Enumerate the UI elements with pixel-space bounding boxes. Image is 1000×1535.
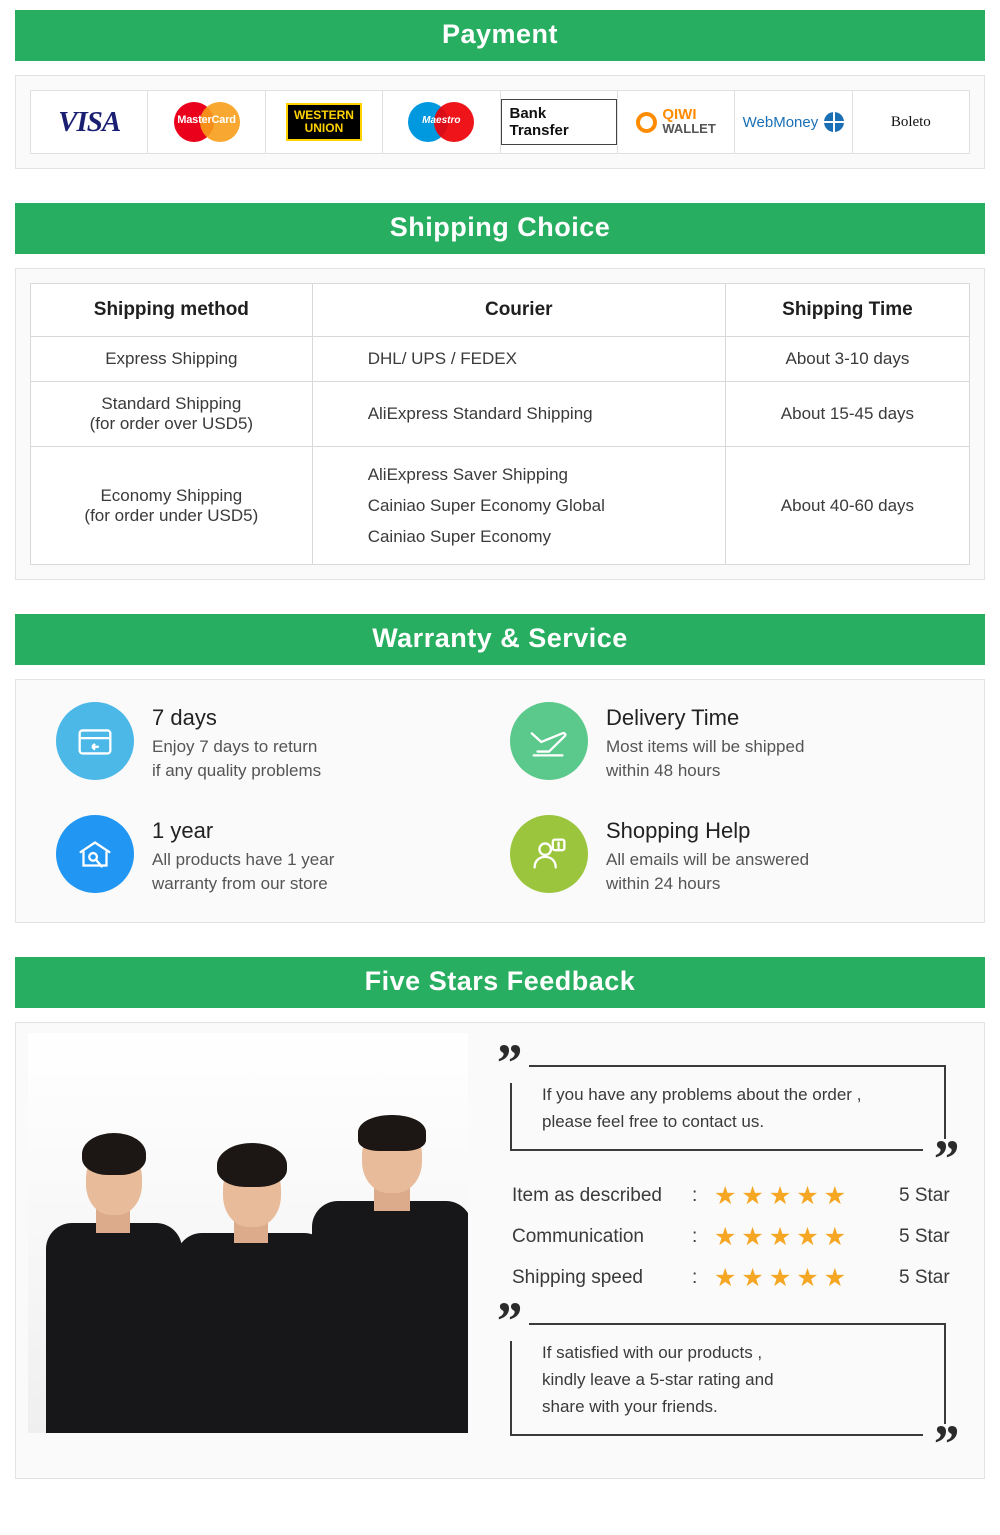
- rating-colon-item: :: [692, 1185, 698, 1206]
- quote-mark-close-icon: ”: [923, 1139, 966, 1179]
- cell-method-economy: [31, 447, 313, 565]
- cell-method-express: Express Shipping: [31, 337, 313, 382]
- boleto-label: Boleto: [890, 114, 931, 130]
- qiwi-dot-icon: [636, 112, 657, 133]
- western-union-icon: [286, 103, 362, 141]
- warranty-desc-return-2: if any quality problems: [152, 761, 322, 780]
- cell-method-economy-sub: (for order under USD5): [84, 505, 259, 525]
- quote-top-line1: If you have any problems about the order ,: [542, 1085, 862, 1104]
- feedback-section-title: Five Stars Feedback: [15, 957, 985, 1008]
- return-box-icon: [56, 702, 134, 780]
- warranty-grid: [16, 680, 984, 922]
- cell-time-standard: About 15-45 days: [725, 382, 969, 447]
- warranty-desc-oneyear-1: All products have 1 year: [152, 850, 335, 869]
- table-header-courier: Courier: [312, 284, 725, 337]
- cell-courier-economy: [312, 447, 725, 565]
- rating-label-communication: Communication: [512, 1226, 644, 1247]
- feedback-content: [16, 1023, 984, 1478]
- maestro-label: Maestro: [422, 115, 461, 126]
- globe-icon: [824, 112, 844, 132]
- rating-value-shipping: 5 Star: [899, 1267, 950, 1288]
- warranty-desc-delivery-1: Most items will be shipped: [606, 737, 805, 756]
- payment-logo-visa: [31, 91, 148, 153]
- quote-bottom-line3: share with your friends.: [542, 1397, 718, 1416]
- warranty-desc-return-1: Enjoy 7 days to return: [152, 737, 318, 756]
- rating-value-item: 5 Star: [899, 1185, 950, 1206]
- table-header-method: Shipping method: [31, 284, 313, 337]
- qiwi-line1: QIWI: [662, 106, 697, 123]
- cell-courier-standard: AliExpress Standard Shipping: [312, 382, 725, 447]
- courier-economy-line3: Cainiao Super Economy: [367, 527, 552, 546]
- feedback-card: [15, 1022, 985, 1479]
- warranty-card: [15, 679, 985, 923]
- rating-stars-communication: ★★★★★: [714, 1223, 852, 1251]
- rating-stars-item: ★★★★★: [714, 1182, 852, 1210]
- table-header-row: [31, 284, 970, 337]
- payment-section-title: Payment: [15, 10, 985, 61]
- warranty-item-oneyear: [56, 815, 490, 896]
- cell-time-economy: About 40-60 days: [725, 447, 969, 565]
- quote-top: [494, 1033, 958, 1189]
- boleto-icon: [891, 113, 931, 131]
- rating-colon-shipping: :: [692, 1267, 698, 1288]
- cell-courier-express: DHL/ UPS / FEDEX: [312, 337, 725, 382]
- warranty-item-delivery: [510, 702, 944, 783]
- payment-logo-mastercard: [148, 91, 265, 153]
- qiwi-line2: WALLET: [662, 121, 716, 136]
- payment-logo-western-union: [266, 91, 383, 153]
- warranty-desc-delivery-2: within 48 hours: [606, 761, 721, 780]
- rating-label-shipping: Shipping speed: [512, 1267, 643, 1288]
- visa-icon: VISA: [58, 105, 121, 138]
- cell-time-express: About 3-10 days: [725, 337, 969, 382]
- shipping-table-card: [15, 268, 985, 580]
- rating-stars-shipping: ★★★★★: [714, 1264, 852, 1292]
- customer-support-icon: [510, 815, 588, 893]
- table-row: [31, 337, 970, 382]
- quote-bottom-line2: kindly leave a 5-star rating and: [542, 1370, 774, 1389]
- payment-logo-maestro: [383, 91, 500, 153]
- warranty-desc-help-1: All emails will be answered: [606, 850, 810, 869]
- shipping-table: [30, 283, 970, 565]
- bank-transfer-icon: Bank Transfer: [501, 99, 617, 145]
- warranty-wrench-icon: [56, 815, 134, 893]
- courier-economy-line1: AliExpress Saver Shipping: [367, 465, 569, 484]
- mastercard-label: MasterCard: [177, 114, 236, 126]
- maestro-icon: [408, 102, 474, 142]
- feedback-text-area: [478, 1033, 972, 1474]
- qiwi-wallet-icon: [636, 108, 715, 136]
- rating-row-communication: [512, 1222, 964, 1252]
- warranty-item-return: [56, 702, 490, 783]
- warranty-title-delivery: Delivery Time: [606, 705, 740, 730]
- product-description-page: [0, 10, 1000, 1535]
- rating-value-communication: 5 Star: [899, 1226, 950, 1247]
- warranty-desc-help-2: within 24 hours: [606, 874, 721, 893]
- rating-label-item: Item as described: [512, 1185, 662, 1206]
- cell-method-standard-sub: (for order over USD5): [89, 414, 254, 433]
- webmoney-label: WebMoney: [742, 113, 819, 131]
- mastercard-icon: [174, 102, 240, 142]
- table-row: [31, 447, 970, 565]
- payment-logo-bank-transfer: [501, 91, 618, 153]
- rating-row-shipping-speed: [512, 1263, 964, 1293]
- quote-mark-close-2-icon: ”: [923, 1424, 966, 1464]
- payment-logo-webmoney: [735, 91, 852, 153]
- payment-logo-boleto: [853, 91, 969, 153]
- western-union-line2: UNION: [304, 121, 344, 135]
- quote-mark-open-icon: ”: [486, 1043, 529, 1083]
- airplane-icon: [510, 702, 588, 780]
- warranty-item-help: [510, 815, 944, 896]
- western-union-line1: WESTERN: [293, 108, 354, 122]
- warranty-title-help: Shopping Help: [606, 818, 751, 843]
- webmoney-icon: [743, 112, 845, 132]
- payment-logo-qiwi: [618, 91, 735, 153]
- cell-method-standard: [31, 382, 313, 447]
- team-photo: [28, 1033, 468, 1433]
- table-row: [31, 382, 970, 447]
- quote-bottom-line1: If satisfied with our products ,: [542, 1343, 763, 1362]
- warranty-section-title: Warranty & Service: [15, 614, 985, 665]
- rating-colon-communication: :: [692, 1226, 698, 1247]
- courier-economy-line2: Cainiao Super Economy Global: [367, 496, 605, 515]
- table-header-time: Shipping Time: [725, 284, 969, 337]
- warranty-title-oneyear: 1 year: [152, 818, 214, 843]
- shipping-section-title: Shipping Choice: [15, 203, 985, 254]
- ratings-list: [488, 1177, 964, 1293]
- warranty-desc-oneyear-2: warranty from our store: [152, 874, 328, 893]
- warranty-title-return: 7 days: [152, 705, 217, 730]
- quote-top-line2: please feel free to contact us.: [542, 1112, 765, 1131]
- payment-methods-card: [15, 75, 985, 169]
- quote-bottom: [494, 1291, 958, 1474]
- cell-method-standard-main: Standard Shipping: [101, 394, 242, 413]
- cell-method-economy-main: Economy Shipping: [100, 485, 243, 505]
- payment-logos-row: [30, 90, 970, 154]
- rating-row-item-as-described: [512, 1181, 964, 1211]
- quote-mark-open-2-icon: ”: [486, 1301, 529, 1341]
